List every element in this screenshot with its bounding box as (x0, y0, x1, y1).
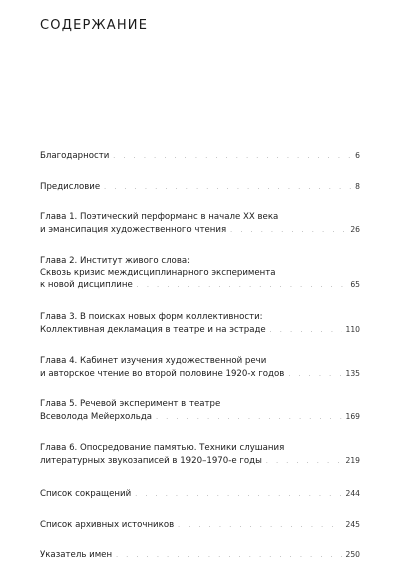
leader-dots (288, 369, 341, 381)
toc-page-number: 6 (355, 151, 360, 160)
toc-entry-chapter-4[interactable] (40, 356, 360, 380)
toc-page-number: 244 (345, 489, 360, 498)
toc-entry-title: Благодарности (40, 151, 110, 161)
toc-entry-title-cont: и эмансипация художественного чтения (40, 224, 227, 235)
toc-entry-title: Глава 4. Кабинет изучения художественной речи (40, 356, 267, 366)
toc-entry-title: Глава 2. Институт живого слова: (40, 256, 191, 266)
toc-entry-name-index[interactable] (40, 549, 360, 562)
toc-entry-title-cont: литературных звукозаписей в 1920–1970-е годы (40, 455, 262, 466)
leader-dots (178, 520, 341, 532)
page-title: СОДЕРЖАНИЕ (40, 18, 149, 33)
leader-dots (113, 151, 351, 163)
toc-page-number: 250 (345, 550, 360, 559)
toc-page-number: 135 (345, 368, 360, 378)
toc-entry-title: Глава 5. Речевой эксперимент в театре (40, 399, 221, 409)
leader-dots (116, 550, 341, 562)
toc-entry-chapter-6[interactable] (40, 443, 360, 467)
leader-dots (230, 225, 346, 237)
toc-page-number: 219 (345, 455, 360, 465)
toc-entry-title-cont: Сквозь кризис междисциплинарного эксперимента (40, 267, 276, 278)
leader-dots (266, 456, 342, 468)
toc-entry-title-cont: к новой дисциплине (40, 280, 133, 290)
toc-page-number: 245 (345, 520, 360, 529)
toc-entry-chapter-3[interactable] (40, 312, 360, 336)
leader-dots (104, 182, 351, 194)
toc-entry-title: Глава 3. В поисках новых форм коллективности: (40, 312, 263, 322)
leader-dots (270, 325, 342, 337)
leader-dots (135, 489, 341, 501)
toc-entry-chapter-5[interactable] (40, 399, 360, 423)
toc-entry-preface[interactable] (40, 181, 360, 194)
toc-page-number: 26 (350, 224, 360, 234)
leader-dots (137, 280, 347, 292)
toc-entry-chapter-1[interactable] (40, 212, 360, 236)
toc-entry-title: Список сокращений (40, 489, 132, 499)
toc-entry-archival-sources[interactable] (40, 519, 360, 532)
toc-page-number: 169 (345, 411, 360, 421)
toc-entry-title: Глава 6. Опосредование памятью. Техники слушания (40, 443, 285, 453)
toc-entry-title-cont: Коллективная декламация в театре и на эстраде (40, 324, 266, 335)
toc-entry-abbreviations[interactable] (40, 488, 360, 501)
toc-page-number: 8 (355, 182, 360, 191)
toc-page-number: 65 (350, 280, 360, 289)
toc-entry-title: Список архивных источников (40, 520, 175, 530)
toc-entry-title-cont: и авторское чтение во второй половине 1920-х годов (40, 368, 285, 379)
leader-dots (156, 412, 341, 424)
toc-entry-chapter-2[interactable] (40, 256, 360, 292)
toc-entry-title: Указатель имен (40, 550, 113, 560)
toc-entry-title-cont: Всеволода Мейерхольда (40, 411, 153, 422)
toc-page-number: 110 (345, 324, 360, 334)
toc-entry-title: Предисловие (40, 182, 101, 192)
toc-entry-title: Глава 1. Поэтический перформанс в начале XX века (40, 212, 279, 222)
toc-entry-acknowledgements[interactable] (40, 150, 360, 163)
